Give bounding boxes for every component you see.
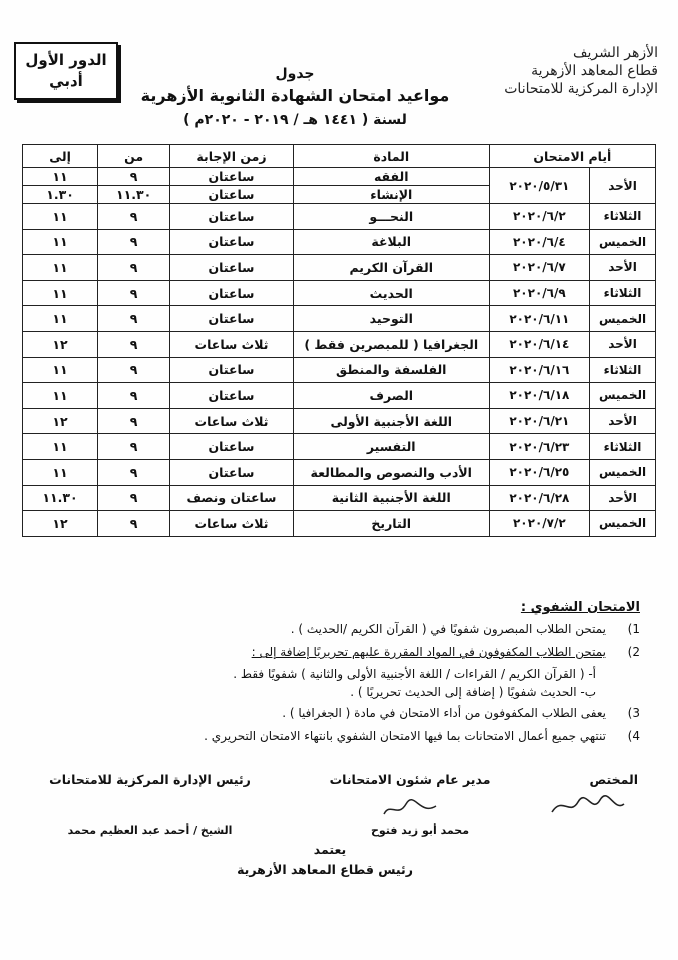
subject-cell: التاريخ: [293, 511, 489, 537]
head-sector-title: رئيس قطاع المعاهد الأزهرية: [237, 862, 413, 877]
duration-cell: ساعتان: [170, 280, 294, 306]
duration-cell: ساعتان: [170, 383, 294, 409]
item-text: يعفى الطلاب المكفوفون من أداء الامتحان في مادة ( الجغرافيا ) .: [282, 706, 606, 720]
item-number: 2): [627, 645, 640, 659]
date-cell: ٢٠٢٠/٦/٧: [489, 255, 589, 281]
to-cell: ١١: [23, 434, 98, 460]
to-cell: ١١.٣٠: [23, 485, 98, 511]
duration-cell: ساعتان: [170, 459, 294, 485]
day-cell: الأحد: [590, 168, 656, 204]
to-cell: ١١: [23, 306, 98, 332]
subject-cell: الحديث: [293, 280, 489, 306]
header-duration: زمن الإجابة: [170, 145, 294, 168]
header-days: أيام الامتحان: [489, 145, 655, 168]
oral-item: [40, 728, 640, 745]
date-cell: ٢٠٢٠/٦/٩: [489, 280, 589, 306]
approval-label: يعتمد: [313, 842, 347, 857]
badge-round: الدور الأول: [25, 51, 107, 69]
day-cell: الخميس: [590, 383, 656, 409]
from-cell: ٩: [98, 204, 170, 230]
table-row: [23, 306, 656, 332]
head-central-name: الشيخ / أحمد عبد العظيم محمد: [67, 824, 233, 837]
signature-scribble-icon: [548, 792, 628, 820]
to-cell: ١٢: [23, 331, 98, 357]
director-exams-name: محمد أبو زيد فتوح: [370, 824, 470, 837]
header-to: إلى: [23, 145, 98, 168]
date-cell: ٢٠٢٠/٦/١٨: [489, 383, 589, 409]
subject-cell: الفلسفة والمنطق: [293, 357, 489, 383]
date-cell: ٢٠٢٠/٦/٤: [489, 229, 589, 255]
duration-cell: ساعتان: [170, 168, 294, 186]
day-cell: الثلاثاء: [590, 357, 656, 383]
from-cell: ٩: [98, 459, 170, 485]
date-cell: ٢٠٢٠/٦/٢٨: [489, 485, 589, 511]
date-cell: ٢٠٢٠/٧/٢: [489, 511, 589, 537]
date-cell: ٢٠٢٠/٥/٣١: [489, 168, 589, 204]
doc-title-label: جدول: [275, 66, 315, 82]
specialist-title: المختص: [589, 772, 638, 787]
subject-cell: النحـــو: [293, 204, 489, 230]
to-cell: ١١: [23, 168, 98, 186]
signature-director-exams: [300, 772, 520, 787]
to-cell: ١١: [23, 459, 98, 485]
to-cell: ١.٣٠: [23, 186, 98, 204]
from-cell: ٩: [98, 383, 170, 409]
item-text: تنتهي جميع أعمال الامتحانات بما فيها الامتحان الشفوي بانتهاء الامتحان التحريري .: [204, 729, 606, 743]
duration-cell: ساعتان: [170, 306, 294, 332]
from-cell: ٩: [98, 168, 170, 186]
to-cell: ١٢: [23, 511, 98, 537]
to-cell: ١١: [23, 204, 98, 230]
from-cell: ٩: [98, 306, 170, 332]
signature-head-central: [40, 772, 260, 787]
oral-item: [40, 705, 640, 722]
org-line-3: الإدارة المركزية للامتحانات: [504, 81, 658, 97]
date-cell: ٢٠٢٠/٦/٢١: [489, 408, 589, 434]
to-cell: ١١: [23, 229, 98, 255]
oral-item: [40, 644, 640, 661]
header-from: من: [98, 145, 170, 168]
table-row: [23, 485, 656, 511]
director-exams-title: مدير عام شئون الامتحانات: [329, 772, 491, 787]
table-row: [23, 408, 656, 434]
table-row: [23, 204, 656, 230]
day-cell: الخميس: [590, 511, 656, 537]
from-cell: ٩: [98, 408, 170, 434]
table-row: [23, 459, 656, 485]
subject-cell: اللغة الأجنبية الثانية: [293, 485, 489, 511]
head-central-title: رئيس الإدارة المركزية للامتحانات: [49, 772, 251, 787]
date-cell: ٢٠٢٠/٦/٢٥: [489, 459, 589, 485]
subject-cell: التوحيد: [293, 306, 489, 332]
from-cell: ٩: [98, 485, 170, 511]
signature-scribble-icon: [380, 796, 440, 822]
to-cell: ١١: [23, 255, 98, 281]
table-row: [23, 229, 656, 255]
subject-cell: القرآن الكريم: [293, 255, 489, 281]
subject-cell: الإنشاء: [293, 186, 489, 204]
from-cell: ٩: [98, 229, 170, 255]
exam-schedule-table: [22, 144, 656, 537]
date-cell: ٢٠٢٠/٦/٢: [489, 204, 589, 230]
day-cell: الأحد: [590, 485, 656, 511]
day-cell: الثلاثاء: [590, 280, 656, 306]
subject-cell: الجغرافيا ( للمبصرين فقط ): [293, 331, 489, 357]
org-line-2: قطاع المعاهد الأزهرية: [531, 63, 658, 79]
day-cell: الثلاثاء: [590, 434, 656, 460]
subject-cell: الصرف: [293, 383, 489, 409]
to-cell: ١١: [23, 357, 98, 383]
round-badge: [14, 42, 118, 100]
organization-header: [448, 44, 658, 98]
table-row: [23, 383, 656, 409]
signature-specialist: [589, 772, 638, 787]
duration-cell: ساعتان: [170, 357, 294, 383]
duration-cell: ثلاث ساعات: [170, 511, 294, 537]
oral-subitem-a: أ- ( القرآن الكريم / القراءات / اللغة الأجنبية الأولى والثانية ) شفويًا فقط .: [233, 667, 596, 681]
item-text: يمتحن الطلاب المكفوفون في المواد المقررة عليهم تحريريًا إضافة إلى :: [251, 645, 606, 659]
date-cell: ٢٠٢٠/٦/١٤: [489, 331, 589, 357]
to-cell: ١١: [23, 383, 98, 409]
header-subject: المادة: [293, 145, 489, 168]
table-row: [23, 434, 656, 460]
duration-cell: ساعتان: [170, 204, 294, 230]
duration-cell: ساعتان ونصف: [170, 485, 294, 511]
subject-cell: اللغة الأجنبية الأولى: [293, 408, 489, 434]
duration-cell: ساعتان: [170, 229, 294, 255]
from-cell: ١١.٣٠: [98, 186, 170, 204]
date-cell: ٢٠٢٠/٦/١١: [489, 306, 589, 332]
oral-exam-heading: الامتحان الشفوي :: [520, 600, 640, 615]
day-cell: الخميس: [590, 229, 656, 255]
day-cell: الأحد: [590, 255, 656, 281]
from-cell: ٩: [98, 331, 170, 357]
subject-cell: الأدب والنصوص والمطالعة: [293, 459, 489, 485]
day-cell: الخميس: [590, 459, 656, 485]
date-cell: ٢٠٢٠/٦/٢٣: [489, 434, 589, 460]
item-number: 1): [627, 622, 640, 636]
duration-cell: ثلاث ساعات: [170, 331, 294, 357]
subject-cell: الفقه: [293, 168, 489, 186]
duration-cell: ساعتان: [170, 434, 294, 460]
from-cell: ٩: [98, 255, 170, 281]
day-cell: الثلاثاء: [590, 204, 656, 230]
doc-year: لسنة ( ١٤٤١ هـ / ٢٠١٩ - ٢٠٢٠م ): [183, 112, 407, 128]
item-text: يمتحن الطلاب المبصرون شفويًا في ( القرآن الكريم /الحديث ) .: [290, 622, 606, 636]
duration-cell: ثلاث ساعات: [170, 408, 294, 434]
table-row: [23, 357, 656, 383]
doc-title: مواعيد امتحان الشهادة الثانوية الأزهرية: [140, 86, 450, 105]
to-cell: ١١: [23, 280, 98, 306]
duration-cell: ساعتان: [170, 186, 294, 204]
day-cell: الخميس: [590, 306, 656, 332]
table-row: [23, 280, 656, 306]
badge-track: أدبي: [49, 72, 83, 90]
oral-subitem-b: ب- الحديث شفويًا ( إضافة إلى الحديث تحريريًا ) .: [350, 685, 596, 699]
date-cell: ٢٠٢٠/٦/١٦: [489, 357, 589, 383]
from-cell: ٩: [98, 357, 170, 383]
from-cell: ٩: [98, 511, 170, 537]
oral-item: [40, 621, 640, 638]
duration-cell: ساعتان: [170, 255, 294, 281]
from-cell: ٩: [98, 280, 170, 306]
item-number: 3): [627, 706, 640, 720]
subject-cell: البلاغة: [293, 229, 489, 255]
subject-cell: التفسير: [293, 434, 489, 460]
from-cell: ٩: [98, 434, 170, 460]
item-number: 4): [627, 729, 640, 743]
org-line-1: الأزهر الشريف: [573, 45, 658, 61]
day-cell: الأحد: [590, 331, 656, 357]
table-row: [23, 255, 656, 281]
oral-exam-section: [40, 600, 640, 751]
table-row: [23, 168, 656, 186]
table-row: [23, 511, 656, 537]
table-row: [23, 331, 656, 357]
to-cell: ١٢: [23, 408, 98, 434]
day-cell: الأحد: [590, 408, 656, 434]
table-header-row: [23, 145, 656, 168]
